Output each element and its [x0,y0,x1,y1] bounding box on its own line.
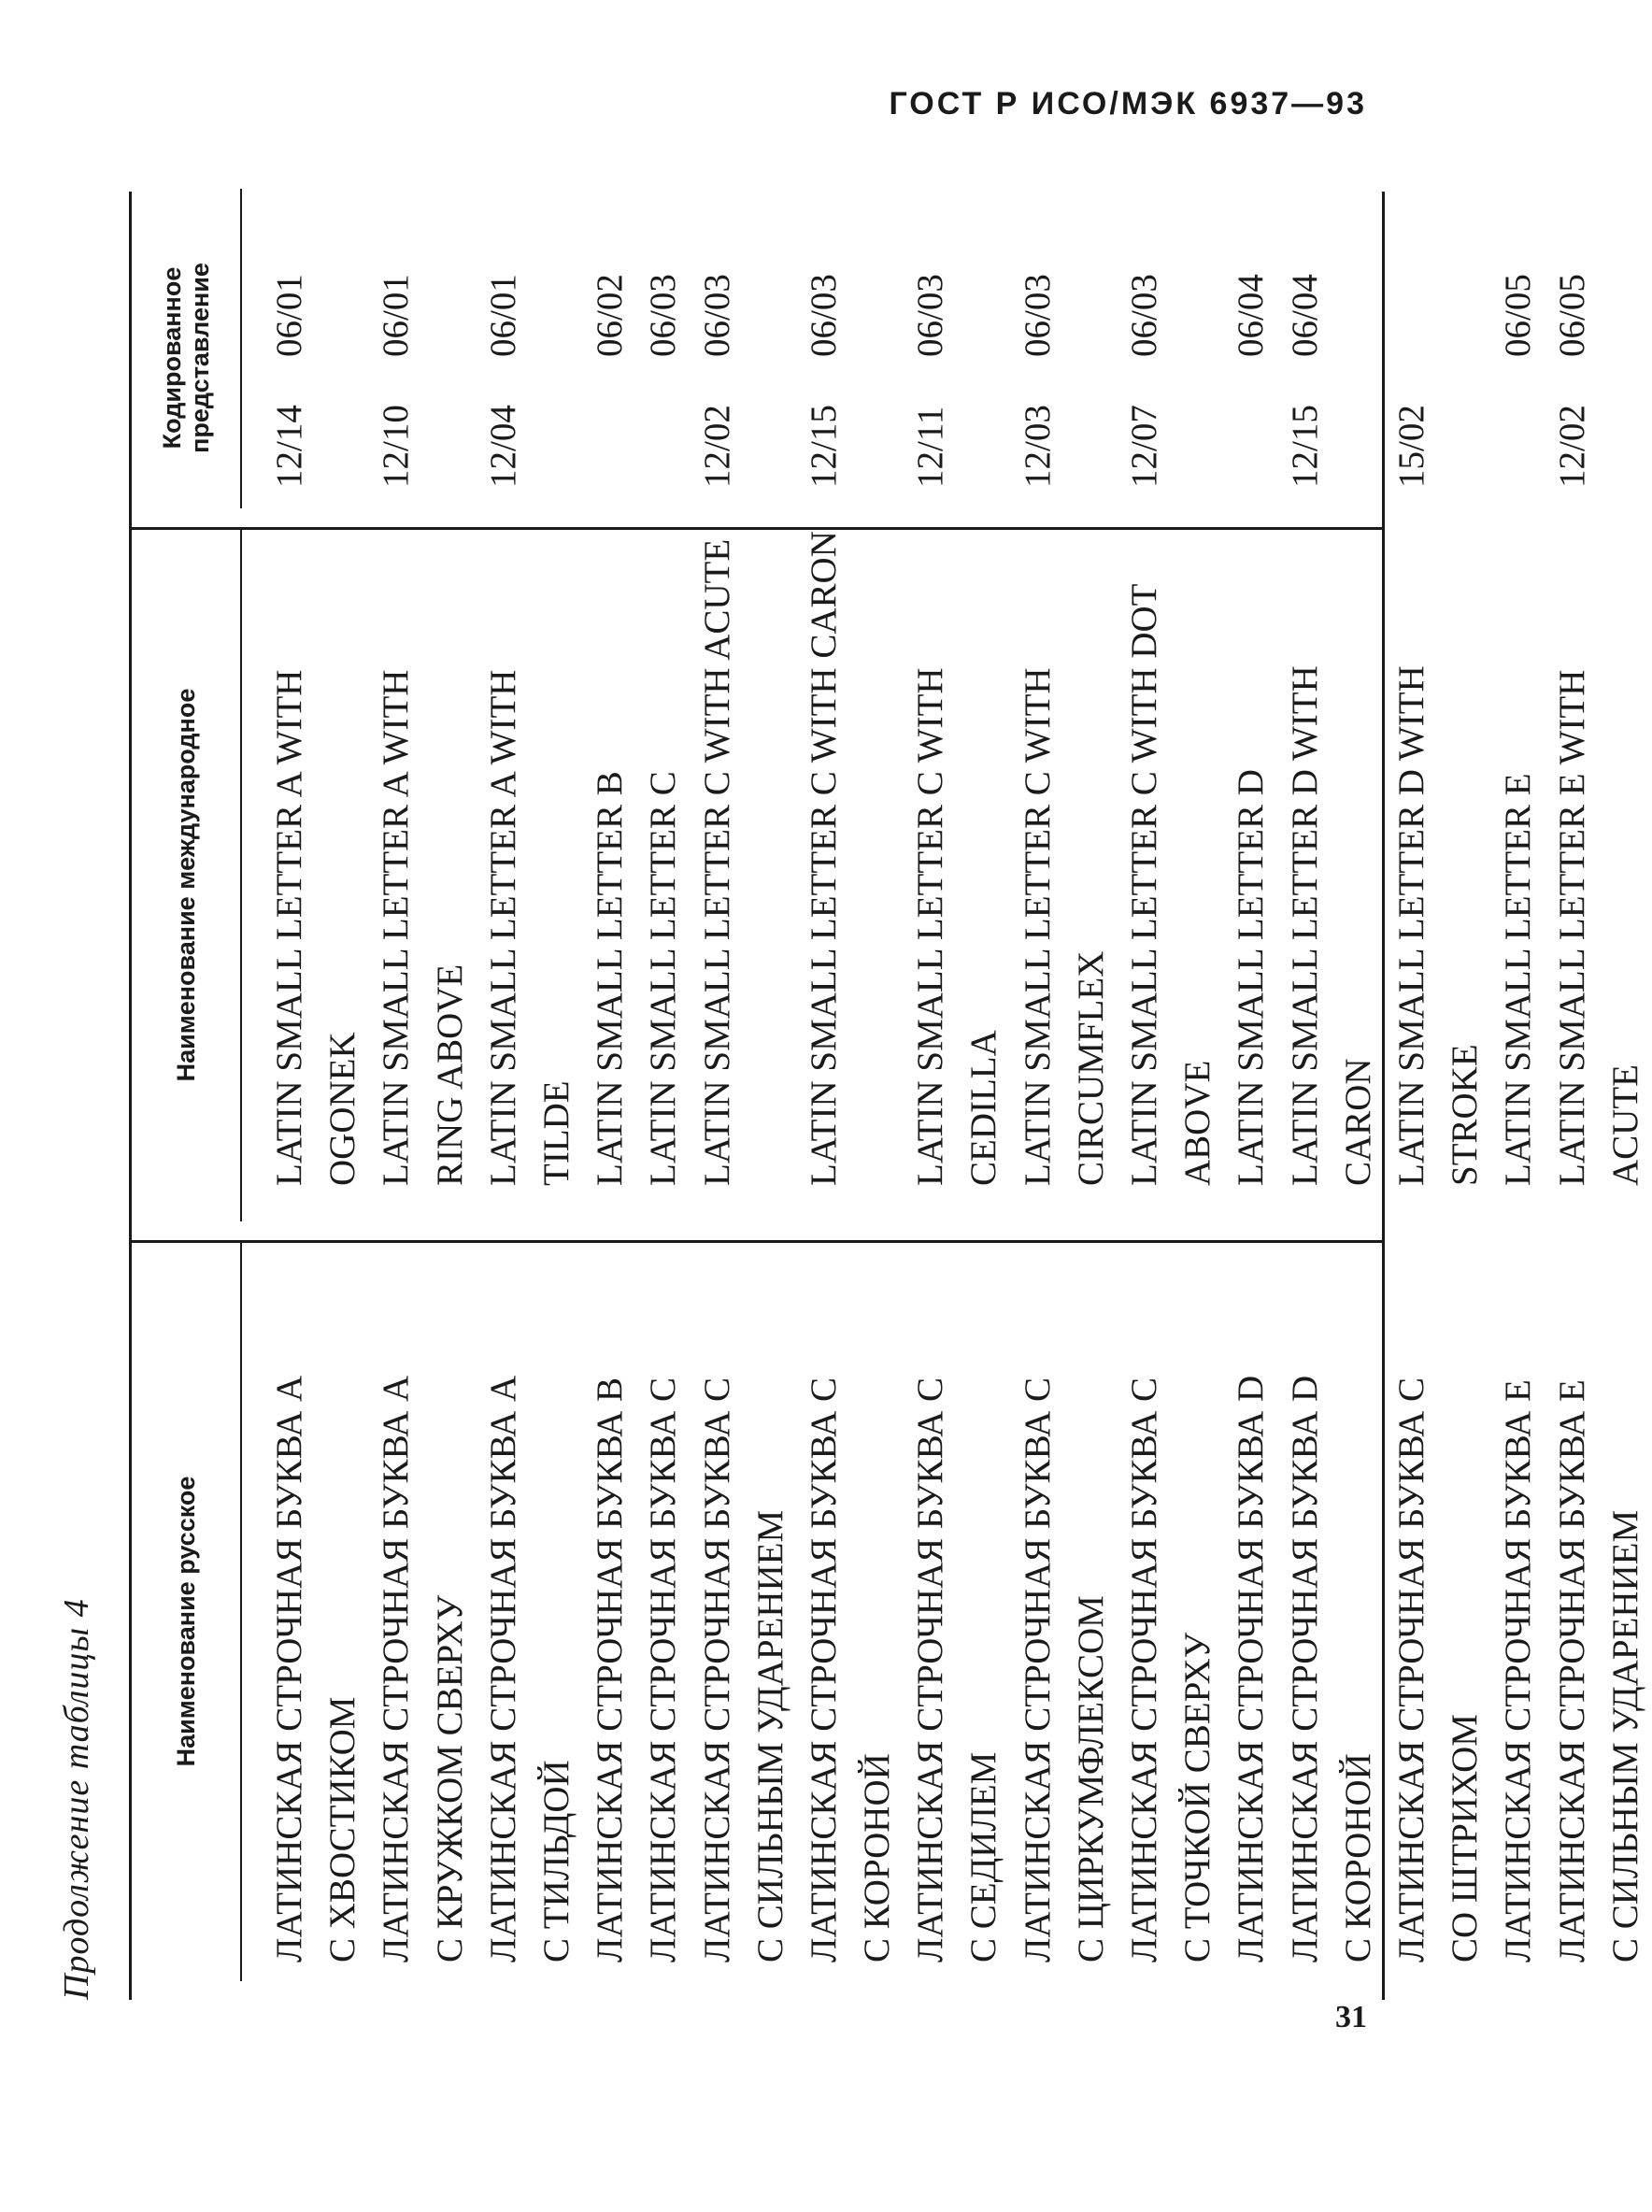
code-column-value [423,357,477,488]
code-row [691,189,744,488]
international-name-line: ABOVE [1177,1060,1218,1186]
russian-name-line: ЛАТИНСКАЯ СТРОЧНАЯ БУКВА А [482,1375,523,1962]
russian-name-line: С СЕДИЛЕМ [963,1751,1004,1962]
header-rule [240,530,242,1221]
code-row [744,189,797,488]
code-row [1171,189,1224,488]
international-name-line: LATIN SMALL LETTER C WITH [1017,667,1058,1186]
international-name-line: LATIN SMALL LETTER E WITH [1551,669,1592,1186]
code-row [316,189,369,488]
code-row [1118,189,1171,488]
code-row-value [1171,226,1224,357]
international-name-line: LATIN SMALL LETTER D [1231,769,1272,1186]
international-name-line: LATIN SMALL LETTER D WITH [1284,665,1325,1186]
international-name-line: LATIN SMALL LETTER C WITH [910,667,951,1186]
code-column-value [316,357,369,488]
character-table [129,192,1645,2000]
code-row [797,189,850,488]
code-row-value: 06/03 [696,274,737,357]
code-column-value: 12/02 [1551,405,1592,488]
russian-name-line: ЛАТИНСКАЯ СТРОЧНАЯ БУКВА А [269,1375,309,1962]
header-rule [240,189,242,508]
russian-name-line: ЛАТИНСКАЯ СТРОЧНАЯ БУКВА С [696,1377,737,1962]
code-row-value: 06/04 [1231,274,1272,357]
international-name-line: CIRCUMFLEX [1070,950,1111,1186]
code-row-value [530,226,583,357]
russian-name-line: ЛАТИНСКАЯ СТРОЧНАЯ БУКВА С [643,1377,684,1962]
code-row [423,189,477,488]
code-row [477,189,530,488]
code-row [957,189,1010,488]
code-row-value: 06/05 [1498,274,1539,357]
code-row [1385,189,1438,488]
code-row-value [1332,226,1385,357]
column-header-code: Кодированное представление [158,263,214,453]
code-row-value: 06/03 [803,274,844,357]
code-column-value [1332,357,1385,488]
code-row [1438,189,1491,488]
code-row [1332,189,1385,488]
russian-name-line: ЛАТИНСКАЯ СТРОЧНАЯ БУКВА С [803,1377,844,1962]
code-row [1064,189,1118,488]
code-column-value [583,357,636,488]
code-row-value [957,226,1010,357]
russian-name-line: С СИЛЬНЫМ УДАРЕНИЕМ [749,1509,790,1962]
rotated-page-content [56,187,1645,2000]
code-column-value: 12/10 [376,405,417,488]
russian-name-line: С ЦИРКУМФЛЕКСОМ [1070,1595,1111,1962]
code-row-value [1599,226,1652,357]
russian-name-line: ЛАТИНСКАЯ СТРОЧНАЯ БУКВА Е [1498,1379,1539,1962]
russian-name-line: С КРУЖКОМ СВЕРХУ [429,1594,470,1962]
code-row [530,189,583,488]
code-column-value: 12/11 [910,406,951,488]
international-name-line: LATIN SMALL LETTER A WITH [376,669,417,1186]
code-column-value [1064,357,1118,488]
code-column-value: 12/04 [482,405,523,488]
code-row [1545,189,1599,488]
column-international-name [132,530,1645,1243]
code-column-value [744,357,797,488]
russian-name-line: С КОРОНОЙ [857,1753,898,1962]
code-row [1278,189,1332,488]
code-column-value [636,357,690,488]
russian-name-line: ЛАТИНСКАЯ СТРОЧНАЯ БУКВА В [590,1377,631,1962]
russian-name-line: ЛАТИНСКАЯ СТРОЧНАЯ БУКВА Е [1551,1379,1592,1962]
international-name-line: LATIN SMALL LETTER D WITH [1390,665,1431,1186]
code-column-value: 12/14 [269,405,309,488]
russian-name-line: ЛАТИНСКАЯ СТРОЧНАЯ БУКВА С [1390,1377,1431,1962]
code-row [583,189,636,488]
code-column-value [1171,357,1224,488]
code-column-value [1599,357,1652,488]
international-name-line: LATIN SMALL LETTER A WITH [269,669,309,1186]
column-coded-representation [132,189,1592,530]
table-caption: Продолжение таблицы 4 [57,1598,96,2000]
column-header-russian: Наименование русское [172,1476,200,1767]
code-column-value: 12/07 [1124,405,1164,488]
international-name-line: LATIN SMALL LETTER B [590,771,631,1186]
international-name-line: CARON [1337,1058,1378,1186]
code-row [1011,189,1064,488]
code-column-value [1224,357,1277,488]
code-column-value [1438,357,1491,488]
code-column-value: 12/15 [1284,405,1325,488]
code-column-value [530,357,583,488]
code-row-value: 06/03 [1017,274,1058,357]
code-row-value [850,226,904,357]
international-name-line: LATIN SMALL LETTER C WITH ACUTE [696,538,737,1186]
page-number: 31 [1335,2000,1367,2034]
russian-name-line: ЛАТИНСКАЯ СТРОЧНАЯ БУКВА С [910,1377,951,1962]
code-row-value [1064,226,1118,357]
code-row [904,189,957,488]
code-row [1599,189,1652,488]
russian-name-line: С ХВОСТИКОМ [322,1696,363,1962]
code-column-value [1491,357,1545,488]
international-name-line: TILDE [535,1080,577,1186]
code-column-value: 12/03 [1017,405,1058,488]
code-row [1224,189,1277,488]
code-row-value [744,226,797,357]
code-row-value: 06/01 [482,274,523,357]
international-name-line: OGONEK [322,1032,363,1186]
code-row [636,189,690,488]
standard-header: ГОСТ Р ИСО/МЭК 6937—93 [889,86,1367,121]
russian-name-line: ЛАТИНСКАЯ СТРОЧНАЯ БУКВА С [1124,1377,1164,1962]
russian-name-line: С СИЛЬНЫМ УДАРЕНИЕМ [1604,1509,1645,1962]
international-name-line: RING ABOVE [429,963,470,1186]
code-row-value: 06/03 [643,274,684,357]
international-name-line: CEDILLA [963,1030,1004,1186]
header-rule [240,1243,242,1981]
russian-name-line: ЛАТИНСКАЯ СТРОЧНАЯ БУКВА D [1284,1375,1325,1962]
russian-name-line: С ТОЧКОЙ СВЕРХУ [1177,1632,1218,1962]
code-row-value: 06/04 [1284,274,1325,357]
code-row-value: 06/01 [269,274,309,357]
code-column-value [850,357,904,488]
international-name-line: LATIN SMALL LETTER E [1498,773,1539,1186]
code-row-value: 06/05 [1551,274,1592,357]
russian-name-line: ЛАТИНСКАЯ СТРОЧНАЯ БУКВА С [1017,1377,1058,1962]
international-name-line: LATIN SMALL LETTER A WITH [482,669,523,1186]
russian-name-line: С КОРОНОЙ [1337,1753,1378,1962]
russian-name-line: СО ШТРИХОМ [1445,1714,1486,1962]
international-name-line: ACUTE [1604,1064,1645,1186]
international-name-line [850,530,904,1186]
code-row [1491,189,1545,488]
russian-name-line: ЛАТИНСКАЯ СТРОЧНАЯ БУКВА А [376,1375,417,1962]
code-row-value: 06/03 [1124,274,1164,357]
international-names-list [263,530,1652,1240]
code-row-value: 06/01 [376,274,417,357]
code-row [263,189,316,488]
code-row [369,189,422,488]
code-column-value: 15/02 [1390,405,1431,488]
code-row-value: 06/03 [910,274,951,357]
code-column-value [957,357,1010,488]
russian-name-line: С ТИЛЬДОЙ [535,1760,577,1962]
code-row-value [316,226,369,357]
russian-names-list [263,1243,1652,2000]
code-row-value [1385,226,1438,357]
code-row [850,189,904,488]
international-name-line: LATIN SMALL LETTER C WITH CARON [803,531,844,1186]
code-column-value: 12/15 [803,405,844,488]
code-row-value [1438,226,1491,357]
code-list [263,189,1652,527]
international-name-line: LATIN SMALL LETTER C WITH DOT [1124,583,1164,1186]
code-row-value [423,226,477,357]
russian-name-line: ЛАТИНСКАЯ СТРОЧНАЯ БУКВА D [1231,1375,1272,1962]
international-name-line: LATIN SMALL LETTER C [643,771,684,1186]
code-column-value: 12/02 [696,405,737,488]
column-header-international: Наименование международное [172,688,200,1082]
column-russian-name [132,1243,1645,2000]
international-name-line [744,530,797,1186]
international-name-line: STROKE [1445,1044,1486,1186]
code-row-value: 06/02 [590,274,631,357]
